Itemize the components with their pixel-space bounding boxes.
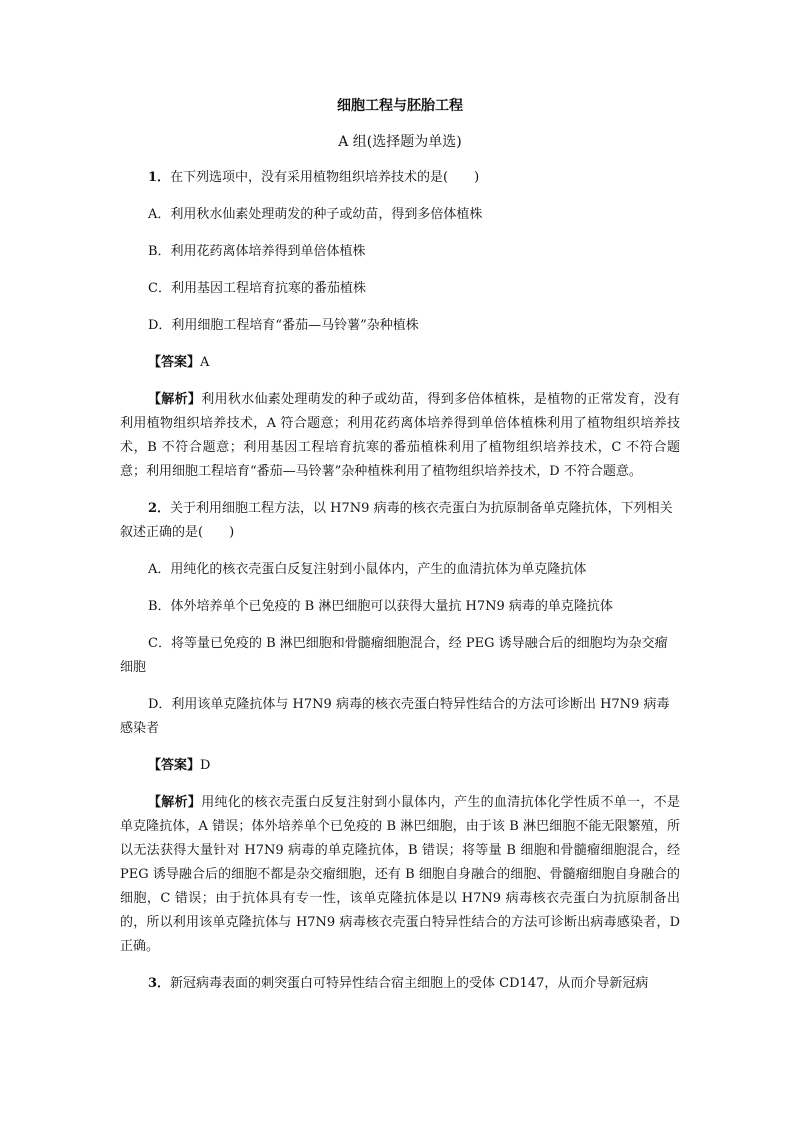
question-2-option-d: D．利用该单克隆抗体与 H7N9 病毒的核衣壳蛋白特异性结合的方法可诊断出 H7N9 病毒感染者	[120, 697, 670, 736]
question-2-number: 2．	[148, 501, 171, 516]
answer-tag: 【答案】	[148, 758, 201, 773]
analysis-tag: 【解析】	[148, 795, 202, 810]
question-1-number: 1．	[148, 170, 171, 185]
question-2-option-c: C．将等量已免疫的 B 淋巴细胞和骨髓瘤细胞混合，经 PEG 诱导融合后的细胞均为杂交瘤细胞	[120, 636, 668, 675]
section-subtitle: A 组(选择题为单选)	[338, 134, 462, 150]
analysis-text: 用纯化的核衣壳蛋白反复注射到小鼠体内，产生的血清抗体化学性质不单一，不是单克隆抗体，A 错误；体外培养单个已免疫的 B 淋巴细胞，由于该 B 淋巴细胞不能无限繁殖，所以无法获得大量针对 H7N9 病毒的单克隆抗体，B 错误；将等量 B 细胞和骨髓瘤细胞混合，经 PEG 诱导融合后的细胞不都是杂交瘤细胞，还有 B 细胞自身融合的细胞、骨髓瘤细胞自身融合的细胞，C 错误；由于抗体具有专一性，该单克隆抗体是以 H7N9 病毒核衣壳蛋白为抗原制备出的，所以利用该单克隆抗体与 H7N9 病毒核衣壳蛋白特异性结合的方法可诊断出病毒感染者，D 正确。	[120, 795, 680, 954]
question-1-text: 在下列选项中，没有采用植物组织培养技术的是( )	[170, 170, 480, 185]
question-2-analysis	[120, 791, 680, 959]
question-2-option-b: B．体外培养单个已免疫的 B 淋巴细胞可以获得大量抗 H7N9 病毒的单克隆抗体	[148, 599, 613, 614]
question-1-option-d: D．利用细胞工程培育“番茄—马铃薯”杂种植株	[148, 318, 419, 333]
analysis-text: 利用秋水仙素处理萌发的种子或幼苗，得到多倍体植株，是植物的正常发育，没有利用植物组织培养技术，A 符合题意；利用花药离体培养得到单倍体植株利用了植物组织培养技术，B 不符合题意；利用基因工程培育抗寒的番茄植株利用了植物组织培养技术，C 不符合题意；利用细胞工程培育“番茄—马铃薯”杂种植株利用了植物组织培养技术，D 不符合题意。	[120, 392, 680, 479]
answer-value: D	[200, 758, 211, 773]
question-2-answer	[120, 754, 680, 778]
question-3-number: 3．	[148, 976, 171, 991]
question-2-option-a: A．用纯化的核衣壳蛋白反复注射到小鼠体内，产生的血清抗体为单克隆抗体	[148, 562, 587, 577]
question-1-option-c: C．利用基因工程培育抗寒的番茄植株	[148, 281, 366, 296]
question-1-option-a: A．利用秋水仙素处理萌发的种子或幼苗，得到多倍体植株	[148, 207, 483, 222]
analysis-tag: 【解析】	[148, 392, 202, 407]
document-title: 细胞工程与胚胎工程	[337, 98, 463, 114]
question-2-text: 关于利用细胞工程方法，以 H7N9 病毒的核衣壳蛋白为抗原制备单克隆抗体，下列相关叙述正确的是( )	[120, 501, 673, 540]
question-2-stem	[120, 497, 680, 545]
question-1-answer	[120, 351, 680, 375]
question-1-stem	[120, 166, 680, 190]
question-3-stem	[120, 972, 680, 996]
question-1-option-b: B．利用花药离体培养得到单倍体植株	[148, 244, 366, 259]
question-1-analysis	[120, 388, 680, 484]
answer-tag: 【答案】	[148, 355, 201, 370]
question-3-text: 新冠病毒表面的刺突蛋白可特异性结合宿主细胞上的受体 CD147，从而介导新冠病	[170, 976, 649, 991]
answer-value: A	[200, 355, 210, 370]
document-content	[120, 96, 680, 1009]
